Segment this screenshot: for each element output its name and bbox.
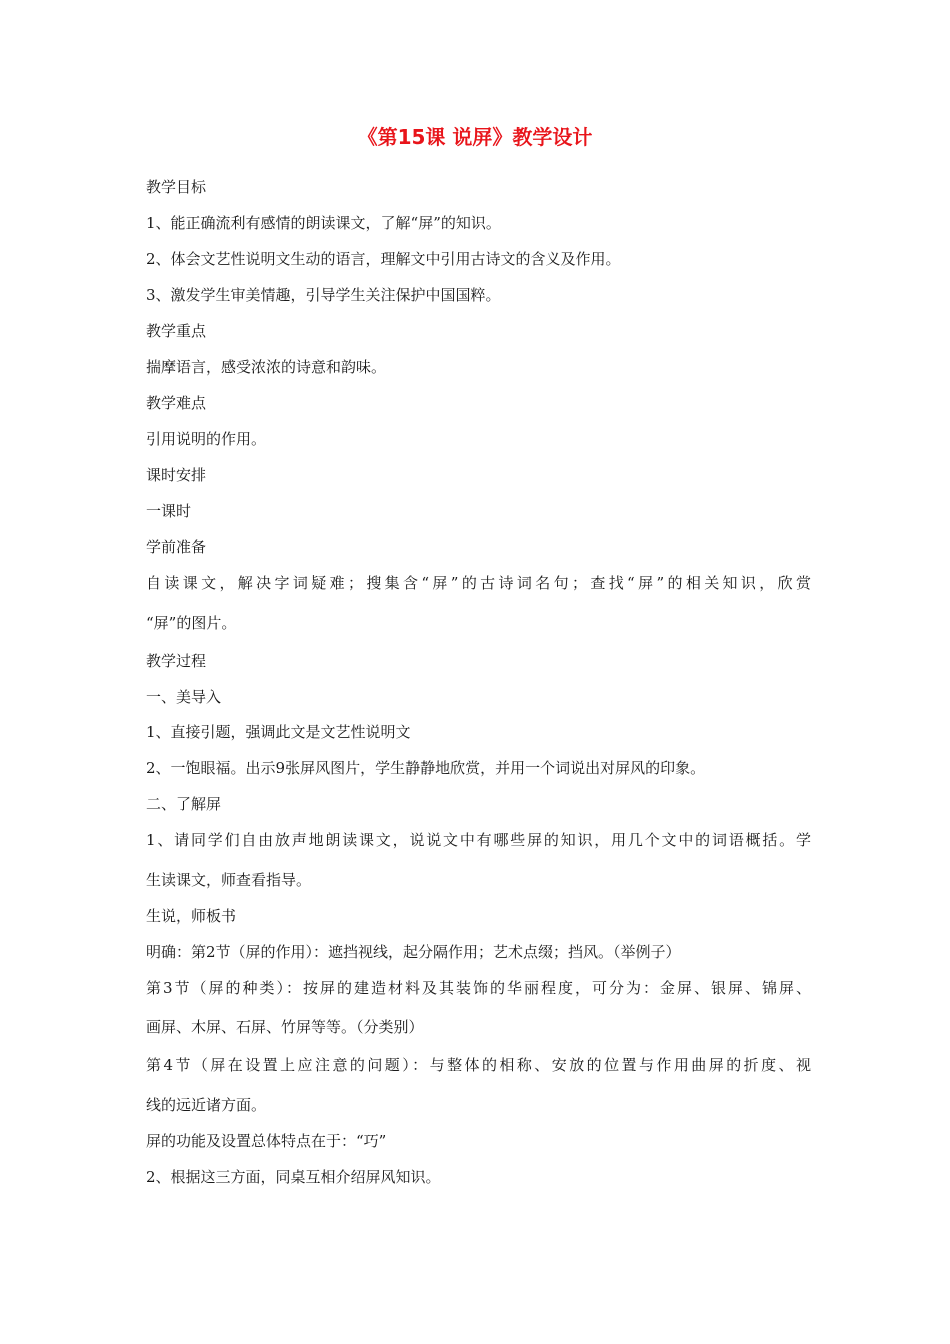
heading-process: 教学过程 [146,652,207,670]
preparation-text-line-2: “屏”的图片。 [146,614,237,632]
heading-teaching-goals: 教学目标 [146,178,207,196]
goal-item-1: 1、能正确流利有感情的朗读课文，了解“屏”的知识。 [146,214,501,232]
heading-preparation: 学前准备 [146,538,207,556]
section-2-item-1-line-2: 生读课文，师查看指导。 [146,871,312,889]
goal-item-2: 2、体会文艺性说明文生动的语言，理解文中引用古诗文的含义及作用。 [146,250,621,268]
preparation-text-line-1: 自读课文，解决字词疑难；搜集含“屏”的古诗词名句；查找“屏”的相关知识，欣赏 [146,574,811,592]
section-1-item-1: 1、直接引题，强调此文是文艺性说明文 [146,723,411,741]
board-note: 生说，师板书 [146,907,237,925]
schedule-text: 一课时 [146,502,192,520]
section-2-title: 二、了解屏 [146,795,222,813]
key-points-text: 揣摩语言，感受浓浓的诗意和韵味。 [146,358,387,376]
section-1-item-2: 2、一饱眼福。出示9张屏风图片，学生静静地欣赏，并用一个词说出对屏风的印象。 [146,759,706,777]
clarify-section-4-line-1: 第4节（屏在设置上应注意的问题）：与整体的相称、安放的位置与作用曲屏的折度、视 [146,1056,811,1074]
section-2-item-1-line-1: 1、请同学们自由放声地朗读课文，说说文中有哪些屏的知识，用几个文中的词语概括。学 [146,831,811,849]
heading-key-points: 教学重点 [146,322,207,340]
clarify-section-2: 明确：第2节（屏的作用）：遮挡视线，起分隔作用；艺术点缀；挡风。（举例子） [146,943,681,961]
goal-item-3: 3、激发学生审美情趣，引导学生关注保护中国国粹。 [146,286,501,304]
heading-difficulties: 教学难点 [146,394,207,412]
clarify-section-3-line-2: 画屏、木屏、石屏、竹屏等等。（分类别） [146,1018,424,1036]
document-title: 《第15课 说屏》教学设计 [357,125,593,149]
heading-schedule: 课时安排 [146,466,207,484]
difficulties-text: 引用说明的作用。 [146,430,267,448]
clarify-section-3-line-1: 第3节（屏的种类）：按屏的建造材料及其装饰的华丽程度，可分为：金屏、银屏、锦屏、 [146,979,811,997]
clarify-section-4-line-2: 线的远近诸方面。 [146,1096,267,1114]
summary-text: 屏的功能及设置总体特点在于：“巧” [146,1132,387,1150]
section-1-title: 一、美导入 [146,688,222,706]
section-2-item-2: 2、根据这三方面，同桌互相介绍屏风知识。 [146,1168,441,1186]
